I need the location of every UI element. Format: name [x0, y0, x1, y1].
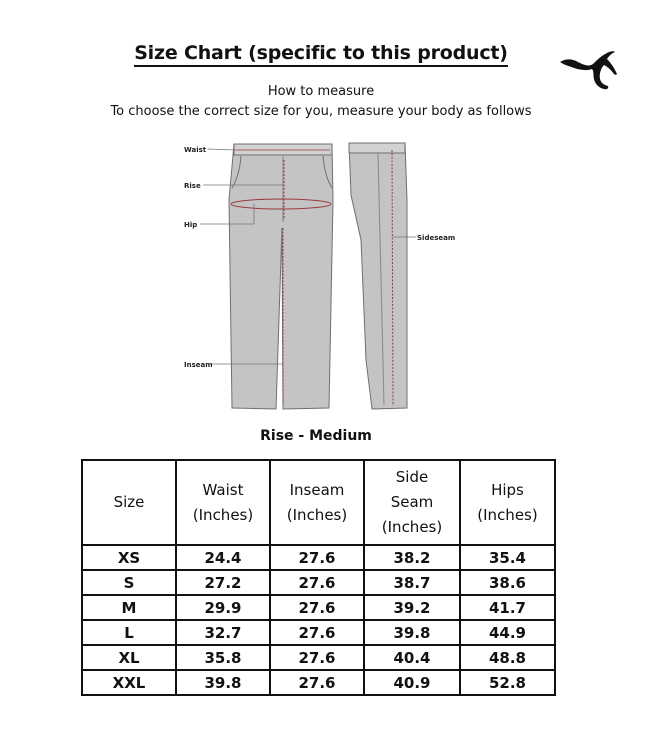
- inseam-label: Inseam: [184, 361, 213, 369]
- header-size: Size: [82, 460, 176, 545]
- cell-hips: 48.8: [460, 645, 555, 670]
- cell-size: XXL: [82, 670, 176, 695]
- hip-leader: [200, 204, 254, 224]
- measure-instructions: To choose the correct size for you, measure your body as follows: [110, 104, 532, 119]
- table-row: [82, 545, 555, 570]
- cell-side-seam: 40.4: [364, 645, 460, 670]
- table-row: [82, 620, 555, 645]
- side-stripe: [378, 154, 384, 405]
- cell-waist: 35.8: [176, 645, 270, 670]
- header-hips: Hips (Inches): [460, 460, 555, 545]
- cell-inseam: 27.6: [270, 545, 364, 570]
- sideseam-label: Sideseam: [417, 234, 456, 242]
- cell-side-seam: 39.2: [364, 595, 460, 620]
- cell-waist: 27.2: [176, 570, 270, 595]
- front-pocket-left: [232, 156, 241, 188]
- sideseam-measure-line: [392, 150, 393, 406]
- pants-front-view: [229, 144, 333, 409]
- cell-size: XS: [82, 545, 176, 570]
- cell-waist: 32.7: [176, 620, 270, 645]
- size-chart-table: [81, 459, 556, 696]
- waist-leader: [208, 149, 236, 150]
- pants-side-view: [349, 143, 407, 409]
- cell-inseam: 27.6: [270, 595, 364, 620]
- front-pocket-right: [323, 156, 332, 188]
- table-row: [82, 595, 555, 620]
- header-waist: Waist (Inches): [176, 460, 270, 545]
- table-header-row: [82, 460, 555, 545]
- cell-inseam: 27.6: [270, 670, 364, 695]
- page-title: [0, 42, 642, 64]
- cell-side-seam: 40.9: [364, 670, 460, 695]
- cell-hips: 38.6: [460, 570, 555, 595]
- rise-type-label: Rise - Medium: [260, 428, 372, 444]
- table-row: [82, 670, 555, 695]
- cell-inseam: 27.6: [270, 570, 364, 595]
- hip-label: Hip: [184, 221, 198, 229]
- cell-waist: 29.9: [176, 595, 270, 620]
- table-row: [82, 570, 555, 595]
- cell-hips: 35.4: [460, 545, 555, 570]
- cell-waist: 39.8: [176, 670, 270, 695]
- table-row: [82, 645, 555, 670]
- header-inseam: Inseam (Inches): [270, 460, 364, 545]
- hip-measure-ellipse: [231, 199, 331, 209]
- cell-inseam: 27.6: [270, 620, 364, 645]
- waist-label: Waist: [184, 146, 207, 154]
- cell-waist: 24.4: [176, 545, 270, 570]
- cell-side-seam: 38.2: [364, 545, 460, 570]
- cell-size: L: [82, 620, 176, 645]
- cell-size: XL: [82, 645, 176, 670]
- cell-hips: 44.9: [460, 620, 555, 645]
- cell-side-seam: 39.8: [364, 620, 460, 645]
- header-side-seam: Side Seam (Inches): [364, 460, 460, 545]
- cell-size: M: [82, 595, 176, 620]
- cell-side-seam: 38.7: [364, 570, 460, 595]
- cell-hips: 41.7: [460, 595, 555, 620]
- cell-size: S: [82, 570, 176, 595]
- cell-hips: 52.8: [460, 670, 555, 695]
- side-waistband: [349, 143, 405, 153]
- cell-inseam: 27.6: [270, 645, 364, 670]
- page-title-text: Size Chart (specific to this product): [134, 42, 508, 67]
- front-waistband: [234, 144, 332, 155]
- how-to-measure-heading: How to measure: [267, 84, 375, 99]
- rise-label: Rise: [184, 182, 201, 190]
